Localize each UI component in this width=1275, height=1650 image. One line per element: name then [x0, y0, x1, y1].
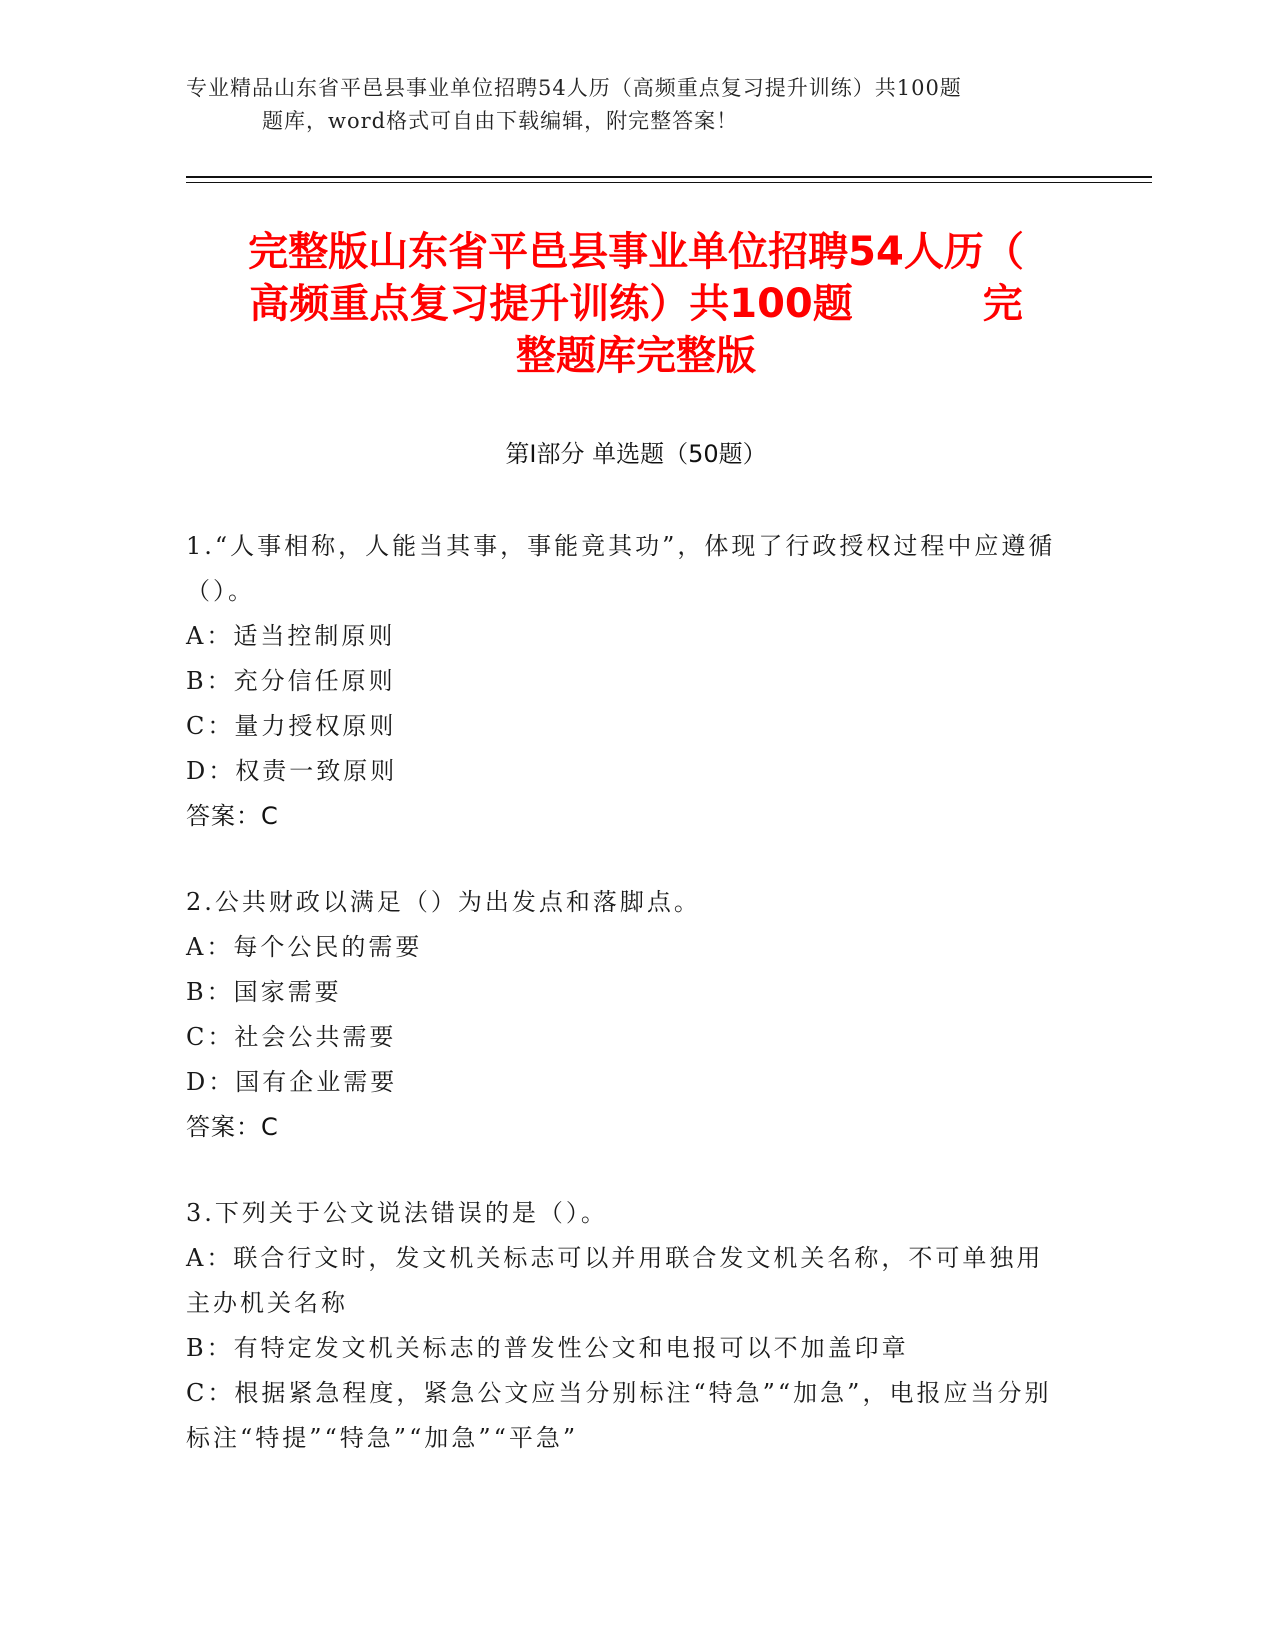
option-c: C：社会公共需要	[186, 1023, 397, 1051]
header-rule-thin	[186, 182, 1152, 183]
answer: 答案：C	[186, 802, 279, 830]
question-2	[186, 880, 1066, 1150]
option-c: C：量力授权原则	[186, 712, 397, 740]
option-a: A：适当控制原则	[186, 622, 396, 650]
option-b: B：有特定发文机关标志的普发性公文和电报可以不加盖印章	[186, 1334, 909, 1362]
option-d: D：国有企业需要	[186, 1068, 398, 1096]
question-3	[186, 1191, 1066, 1461]
answer: 答案：C	[186, 1113, 279, 1141]
header-note	[186, 72, 1086, 138]
question-list	[186, 524, 1066, 1502]
option-a: A：每个公民的需要	[186, 933, 423, 961]
option-b: B：充分信任原则	[186, 667, 396, 695]
option-c: C：根据紧急程度，紧急公文应当分别标注“特急”“加急”，电报应当分别标注“特提”“特急”“加急”“平急”	[186, 1379, 1052, 1452]
option-d: D：权责一致原则	[186, 757, 398, 785]
header-rule-thick	[186, 176, 1152, 178]
question-stem: 2.公共财政以满足（）为出发点和落脚点。	[186, 888, 701, 916]
header-note-line-1: 专业精品山东省平邑县事业单位招聘54人历（高频重点复习提升训练）共100题	[186, 76, 962, 100]
question-stem: 3.下列关于公文说法错误的是（）。	[186, 1199, 608, 1227]
section-title: 第Ⅰ部分 单选题（50题）	[505, 440, 767, 468]
document-title	[186, 226, 1086, 382]
header-note-line-2: 题库，word格式可自由下载编辑，附完整答案！	[262, 109, 739, 133]
question-1	[186, 524, 1066, 839]
title-line-2	[186, 278, 1086, 330]
question-stem: 1.“人事相称，人能当其事，事能竟其功”，体现了行政授权过程中应遵循（）。	[186, 532, 1056, 605]
title-line-3: 整题库完整版	[516, 333, 756, 379]
option-a: A：联合行文时，发文机关标志可以并用联合发文机关名称，不可单独用主办机关名称	[186, 1244, 1044, 1317]
title-line-2-text: 高频重点复习提升训练）共100题	[249, 281, 853, 327]
title-line-2-tail: 完	[982, 281, 1023, 327]
option-b: B：国家需要	[186, 978, 342, 1006]
title-line-1: 完整版山东省平邑县事业单位招聘54人历（	[248, 229, 1024, 275]
